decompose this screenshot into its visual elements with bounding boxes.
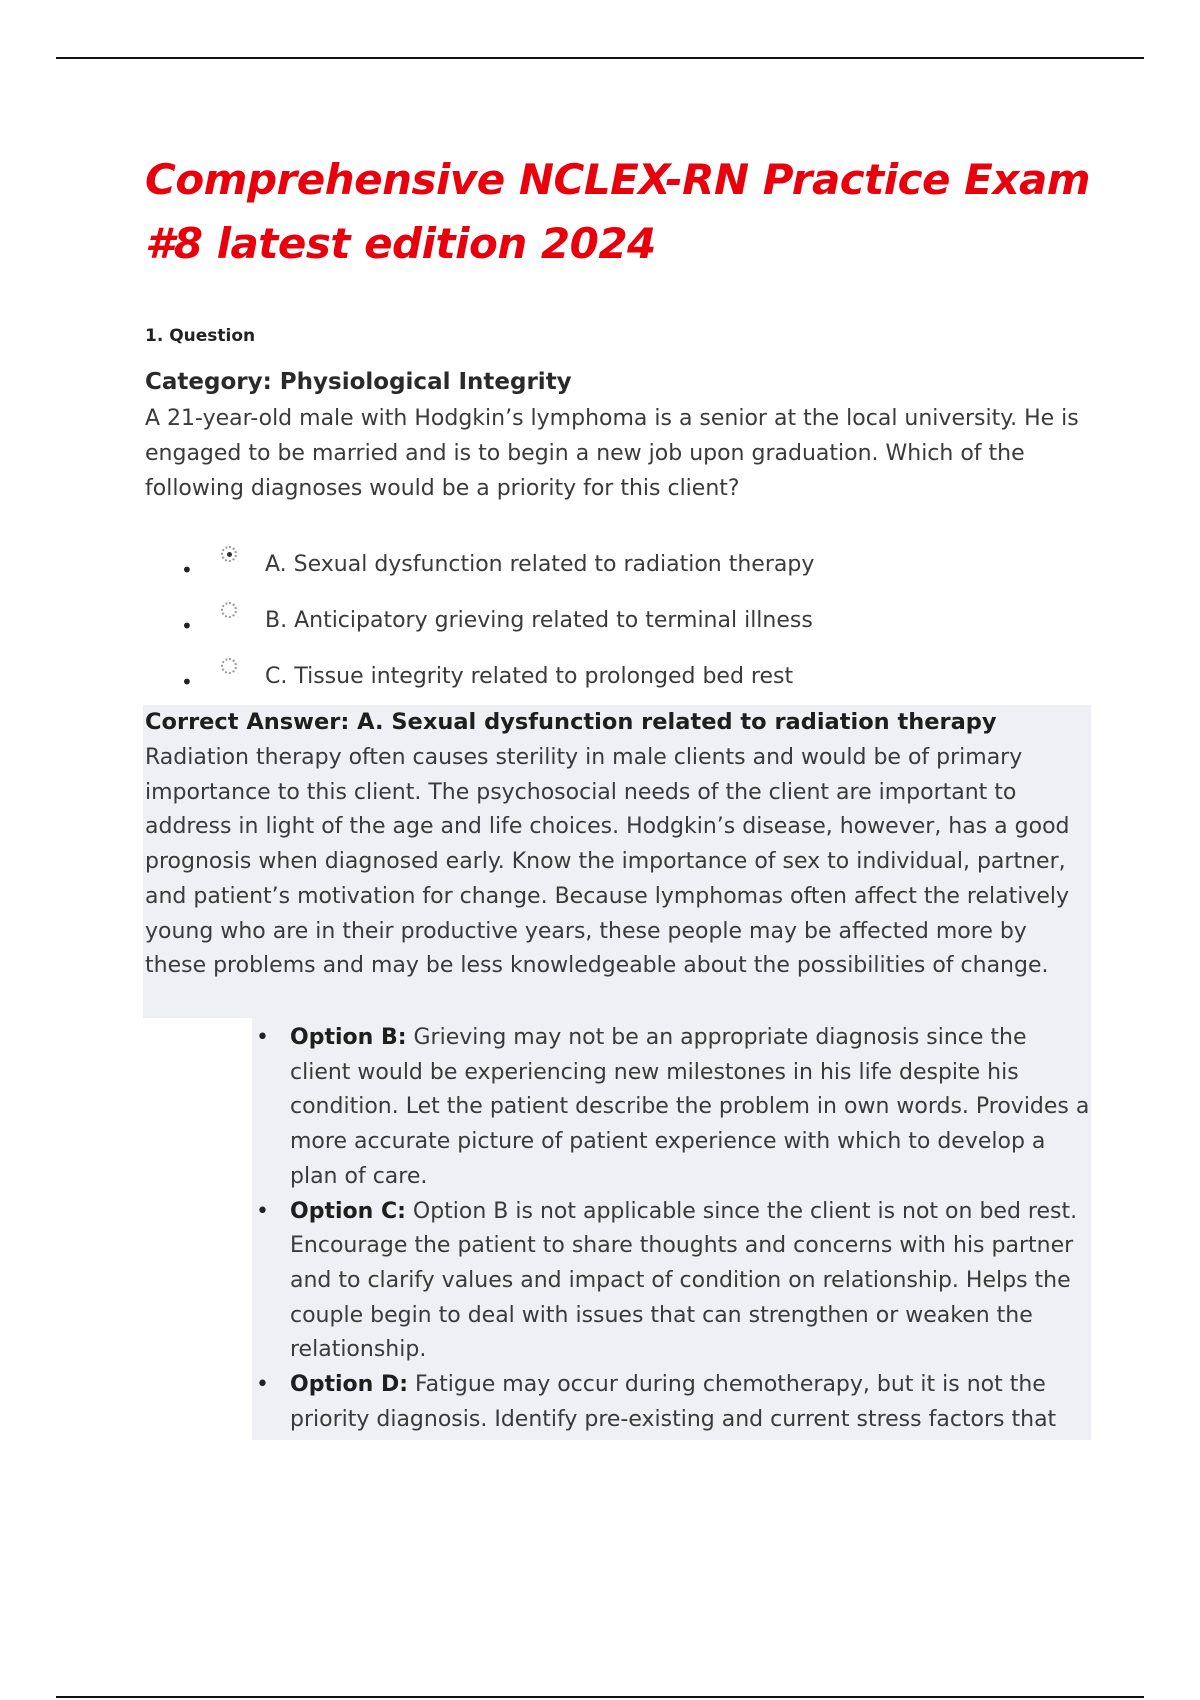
rationale-option-d (252, 1368, 1091, 1437)
radio-selected-icon[interactable] (221, 546, 237, 562)
rationale-text: Fatigue may occur during chemotherapy, but it is not the priority diagnosis. Identify pre-existing and current stress factors that (290, 1372, 1057, 1432)
bottom-rule (56, 1696, 1144, 1698)
bullet-icon: • (181, 614, 193, 638)
option-b[interactable] (145, 602, 1095, 658)
top-rule (56, 57, 1144, 59)
radio-unselected-icon[interactable] (221, 602, 237, 618)
question-category: Category: Physiological Integrity (145, 369, 572, 395)
rationale-label: Option C: (290, 1198, 406, 1224)
bullet-icon: • (181, 670, 193, 694)
option-a-label: A. Sexual dysfunction related to radiation therapy (265, 552, 815, 577)
answer-options (145, 546, 1095, 714)
radio-unselected-icon[interactable] (221, 658, 237, 674)
rationale-text: Option B is not applicable since the client is not on bed rest. Encourage the patient to share thoughts and concerns with his partner and to clarify values and impact of condition on relationship. Helps the couple begin to deal with issues that can strengthen or weaken the relationship. (290, 1198, 1078, 1363)
bullet-icon: • (256, 1198, 269, 1224)
bullet-icon: • (256, 1372, 269, 1398)
option-c-label: C. Tissue integrity related to prolonged bed rest (265, 664, 794, 689)
question-number: 1. Question (145, 326, 256, 346)
question-stem: A 21-year-old male with Hodgkin’s lymphoma is a senior at the local university. He is engaged to be married and is to begin a new job upon graduation. Which of the following diagnoses would be a priority for this client? (145, 406, 1079, 501)
correct-answer-heading: Correct Answer: A. Sexual dysfunction related to radiation therapy (145, 709, 997, 735)
option-a[interactable] (145, 546, 1095, 602)
answer-explanation: Radiation therapy often causes sterility in male clients and would be of primary importance to this client. The psychosocial needs of the client are important to address in light of the age and life choices. Hodgkin’s disease, however, has a good prognosis when diagnosed early. Know the importance of sex to individual, partner, and patient’s motivation for change. Because lymphomas often affect the relatively young who are in their productive years, these people may be affected more by these problems and may be less knowledgeable about the possibilities of change. (145, 745, 1070, 979)
rationale-text: Grieving may not be an appropriate diagnosis since the client would be experiencing new milestones in his life despite his condition. Let the patient describe the problem in own words. Provides a more accurate picture of patient experience with which to develop a plan of care. (290, 1025, 1090, 1189)
option-b-label: B. Anticipatory grieving related to terminal illness (265, 608, 813, 633)
rationale-option-b (252, 1021, 1091, 1195)
bullet-icon: • (256, 1025, 269, 1050)
rationale-label: Option B: (290, 1025, 407, 1050)
rationale-option-c (252, 1195, 1091, 1369)
document-title: Comprehensive NCLEX-RN Practice Exam #8 latest edition 2024 (145, 155, 1091, 268)
rationale-label: Option D: (290, 1372, 409, 1398)
rationale-list (252, 1021, 1091, 1440)
bullet-icon: • (181, 558, 193, 582)
